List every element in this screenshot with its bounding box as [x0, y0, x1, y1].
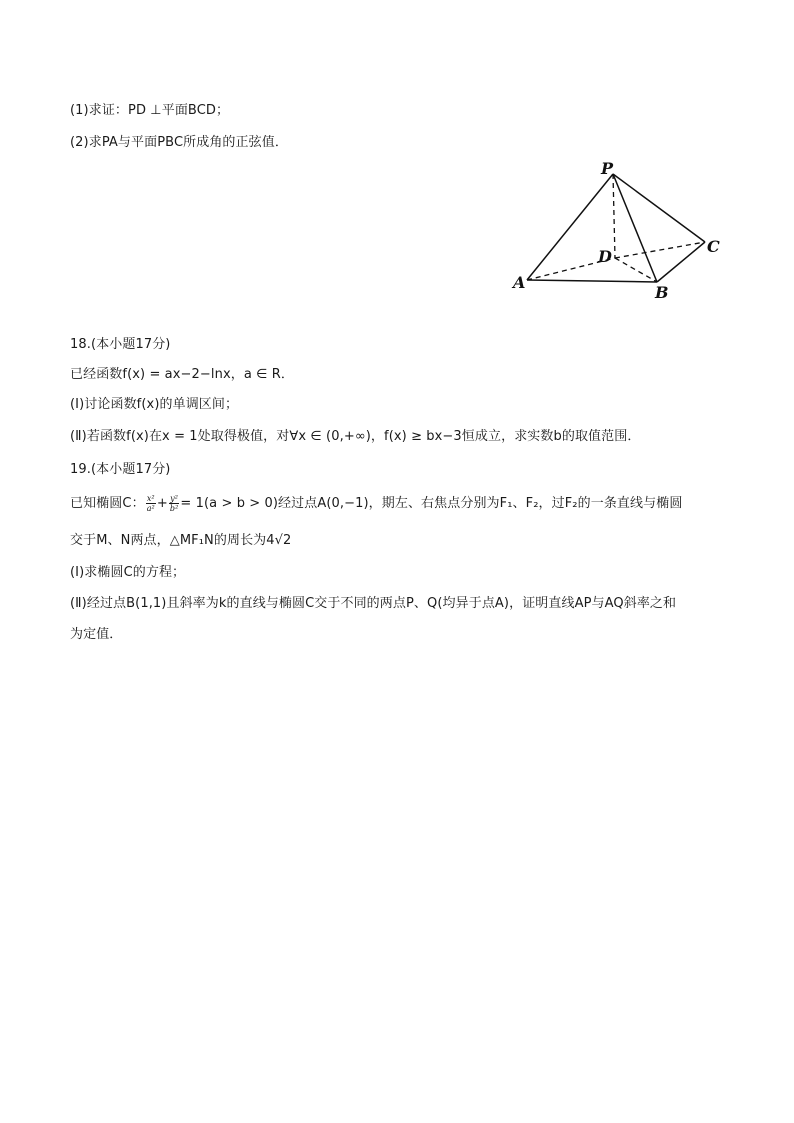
problem19-statement-line2: 交于M、N两点，△MF₁N的周长为4√2 — [70, 533, 292, 548]
label-a: A — [513, 273, 526, 292]
problem18-part1: (Ⅰ)讨论函数f(x)的单调区间； — [70, 397, 239, 412]
label-b: B — [655, 283, 669, 302]
problem19-statement — [70, 494, 682, 513]
problem18-part2: (Ⅱ)若函数f(x)在x = 1处取得极值，对∀x ∈ (0,+∞)，f(x) ≥ bx−3恒成立，求实数b的取值范围． — [70, 429, 641, 444]
problem19-part1: (Ⅰ)求椭圆C的方程； — [70, 565, 186, 580]
problem18-header: 18.(本小题17分) — [70, 337, 171, 352]
problem19-part2-line2: 为定值． — [70, 627, 123, 642]
problem17-part1: (1)求证：PD ⊥平面BCD； — [70, 103, 230, 118]
plus-sign: + — [156, 496, 168, 511]
statement-pre: 已知椭圆C： — [70, 496, 145, 511]
fraction-y2-b2: $\frac{\text{y²}}{\text{b²}}$ — [169, 494, 179, 513]
pyramid-figure — [505, 158, 730, 306]
edge-ab — [527, 280, 657, 282]
edge-pd — [613, 174, 615, 258]
fraction-x2-a2: $\frac{\text{x²}}{\text{a²}}$ — [146, 494, 155, 513]
label-p: P — [601, 159, 614, 178]
edge-db — [615, 258, 657, 282]
edge-bc — [657, 242, 705, 282]
label-d: D — [598, 247, 612, 266]
statement-post: = 1(a > b > 0)经过点A(0,−1)，期左、右焦点分别为F₁、F₂，过F₂的一条直线与椭圆 — [180, 496, 683, 511]
edge-dc — [615, 242, 705, 258]
problem17-part2: (2)求PA与平面PBC所成角的正弦值． — [70, 135, 288, 150]
problem19-part2-line1: (Ⅱ)经过点B(1,1)且斜率为k的直线与椭圆C交于不同的两点P、Q(均异于点A)，证明直线AP与AQ斜率之和 — [70, 596, 677, 611]
label-c: C — [707, 237, 720, 256]
problem18-statement: 已经函数f(x) = ax−2−lnx，a ∈ R． — [70, 367, 295, 382]
problem19-header: 19.(本小题17分) — [70, 462, 171, 477]
